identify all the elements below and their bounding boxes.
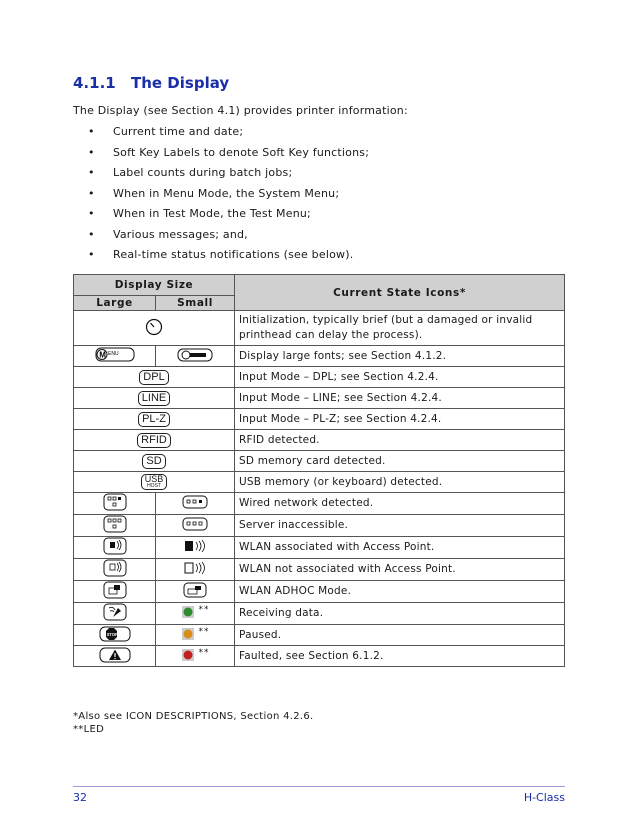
dpl-label: DPL (139, 370, 168, 385)
led-icon (181, 648, 195, 665)
row-description: WLAN associated with Access Point. (235, 537, 565, 559)
led-footnote-mark: ** (198, 647, 210, 658)
table-row (74, 472, 565, 493)
table-row (74, 311, 565, 346)
server-icon (103, 515, 127, 536)
list-item: • Real-time status notifications (see below). (88, 245, 369, 266)
list-item: • Current time and date; (88, 122, 369, 143)
row-description: Faulted, see Section 6.1.2. (235, 646, 565, 667)
table-row (74, 409, 565, 430)
table-row (74, 625, 565, 646)
table-row (74, 493, 565, 515)
rfid-label: RFID (137, 433, 171, 448)
table-row (74, 451, 565, 472)
row-description: WLAN not associated with Access Point. (235, 559, 565, 581)
led-icon (181, 605, 195, 622)
table-row (74, 559, 565, 581)
key-icon (177, 348, 213, 365)
led-icon (181, 627, 195, 644)
intro-text: The Display (see Section 4.1) provides printer information: (73, 104, 408, 117)
table-row (74, 537, 565, 559)
list-item: • When in Test Mode, the Test Menu; (88, 204, 369, 225)
section-title: The Display (131, 74, 230, 92)
table-row (74, 603, 565, 625)
list-item: • Soft Key Labels to denote Soft Key functions; (88, 143, 369, 164)
footnote-icon-descriptions: *Also see ICON DESCRIPTIONS, Section 4.2.6. (73, 711, 314, 722)
led-amber (183, 629, 192, 638)
row-description: Input Mode – LINE; see Section 4.2.4. (235, 388, 565, 409)
footer-divider (73, 786, 565, 787)
menu-key-icon (95, 347, 135, 365)
usb-sublabel: HOST (147, 483, 161, 489)
usb-label (141, 474, 168, 490)
led-red (183, 650, 192, 659)
list-item: • Various messages; and, (88, 225, 369, 246)
header-small: Small (156, 296, 235, 311)
wlan-icon (182, 539, 208, 556)
table-row (74, 388, 565, 409)
wlan-not-associated-icon (103, 559, 127, 580)
section-number: 4.1.1 (73, 74, 116, 92)
wlan-adhoc-icon (183, 582, 207, 601)
section-heading (73, 74, 229, 92)
row-description: RFID detected. (235, 430, 565, 451)
stop-text: STOP (106, 631, 118, 637)
warning-icon (99, 647, 131, 666)
usb-label-text: USB (144, 474, 164, 484)
row-description: Paused. (235, 625, 565, 646)
table-row (74, 581, 565, 603)
table-row (74, 430, 565, 451)
list-item: • When in Menu Mode, the System Menu; (88, 184, 369, 205)
row-description: Server inaccessible. (235, 515, 565, 537)
row-description: Input Mode – PL-Z; see Section 4.2.4. (235, 409, 565, 430)
led-footnote-mark: ** (198, 605, 210, 615)
svg-text:ENU: ENU (107, 351, 119, 357)
row-description: USB memory (or keyboard) detected. (235, 472, 565, 493)
wired-network-icon (182, 495, 208, 512)
row-description: SD memory card detected. (235, 451, 565, 472)
stop-icon (99, 626, 131, 645)
clock-icon (145, 318, 163, 339)
svg-text:M: M (98, 350, 106, 360)
wlan-icon (103, 537, 127, 558)
table-row (74, 646, 565, 667)
plz-label: PL-Z (138, 412, 170, 427)
wlan-adhoc-icon (103, 581, 127, 602)
line-label: LINE (138, 391, 170, 406)
table-row (74, 515, 565, 537)
list-item: • Label counts during batch jobs; (88, 163, 369, 184)
row-description: Wired network detected. (235, 493, 565, 515)
bullet-list (88, 122, 369, 266)
receiving-data-icon (103, 603, 127, 624)
server-icon (182, 517, 208, 534)
table-row (74, 367, 565, 388)
header-current-state-icons: Current State Icons* (235, 275, 565, 311)
row-description: WLAN ADHOC Mode. (235, 581, 565, 603)
row-description: Input Mode – DPL; see Section 4.2.4. (235, 367, 565, 388)
wired-network-icon (103, 493, 127, 514)
footnote-led: **LED (73, 724, 105, 735)
wlan-not-associated-icon (182, 561, 208, 578)
page-number: 32 (73, 791, 87, 804)
led-footnote-mark: ** (198, 626, 210, 637)
footer-product: H-Class (523, 791, 565, 804)
row-description: Display large fonts; see Section 4.1.2. (235, 346, 565, 367)
sd-label: SD (142, 454, 165, 469)
row-description: Receiving data. (235, 603, 565, 625)
icons-table (73, 274, 565, 667)
header-display-size: Display Size (74, 275, 235, 296)
header-large: Large (74, 296, 156, 311)
led-green (183, 608, 192, 617)
row-description: Initialization, typically brief (but a damaged or invalid printhead can delay the process). (235, 311, 565, 346)
table-row (74, 346, 565, 367)
